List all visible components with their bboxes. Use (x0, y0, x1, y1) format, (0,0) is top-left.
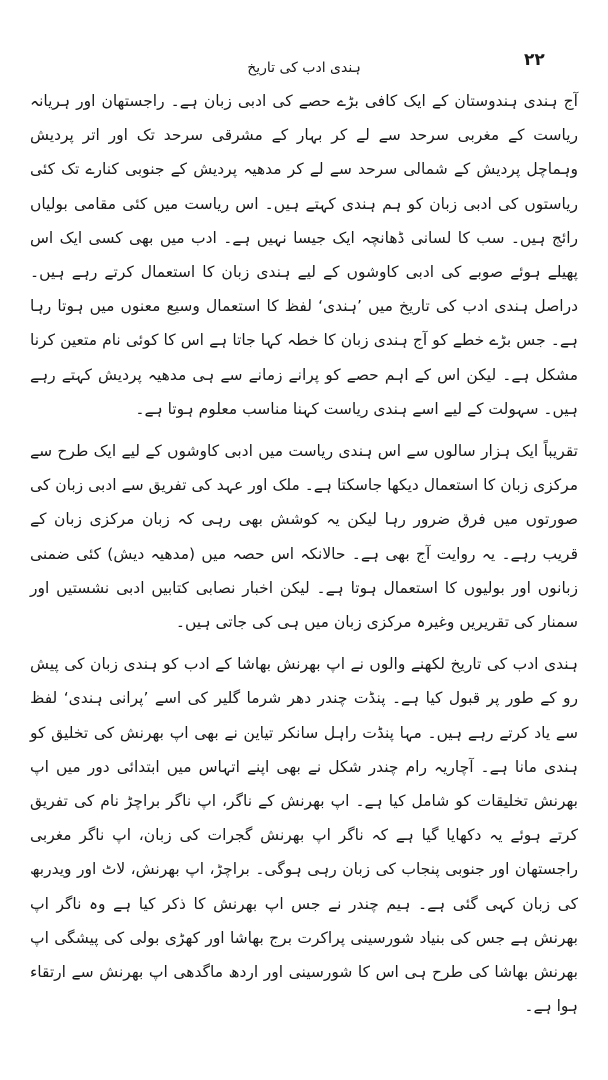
paragraph: تقریباً ایک ہزار سالوں سے اس ہندی ریاست میں ادبی کاوشوں کے لیے ایک طرح سے مرکزی زبان کا استعمال دیکھا جاسکتا ہے۔ ملک اور عہد کی تفریق سے ادبی زبان کی صورتوں میں فرق ضرور رہا لیکن یہ کوشش بھی رہی کہ زبان مرکزی زبان کے قریب رہے۔ یہ روایت آج بھی ہے۔ حالانکہ اس حصہ میں (مدھیہ دیش) کئی ضمنی زبانوں اور بولیوں کا استعمال ہوتا ہے۔ لیکن اخبار نصابی کتابیں ادبی نشستیں اور سمنار کی تقریریں وغیرہ مرکزی زبان میں ہی کی جاتی ہیں۔ (30, 442, 578, 632)
paragraph: آج ہندی ہندوستان کے ایک کافی بڑے حصے کی ادبی زبان ہے۔ راجستھان اور ہریانہ ریاست کے مغربی سرحد سے لے کر بہار کے مشرقی سرحد تک اور اتر پردیش وہماچل پردیش کے شمالی سرحد سے لے کر مدھیہ پردیش کے جنوبی کنارے تک کئی ریاستوں کی ادبی زبان کو ہم ہندی کہتے ہیں۔ اس ریاست میں کئی مقامی بولیاں رائج ہیں۔ سب کا لسانی ڈھانچہ ایک جیسا نہیں ہے۔ ادب میں بھی کسی ایک اس پھیلے ہوئے صوبے کی ادبی کاوشوں کے لیے ہندی زبان کا استعمال کرتے رہے ہیں۔ دراصل ہندی ادب کی تاریخ میں ’ہندی‘ لفظ کا استعمال وسیع معنوں میں ہوتا رہا ہے۔ جس بڑے خطے کو آج ہندی زبان کا خطہ کہا جاتا ہے اس کا کوئی نام متعین کرنا مشکل ہے۔ لیکن اس کے اہم حصے کو پرانے زمانے سے ہی مدھیہ پردیش کہتے رہے ہیں۔ سہولت کے لیے اسے ہندی ریاست کہنا مناسب معلوم ہوتا ہے۔ (30, 92, 578, 418)
body-text (30, 84, 578, 1023)
paragraph: ہندی ادب کی تاریخ لکھنے والوں نے اپ بھرنش بھاشا کے ادب کو ہندی زبان کی پیش رو کے طور پر قبول کیا ہے۔ پنڈت چندر دھر شرما گلیر کی اسے ’پرانی ہندی‘ لفظ سے یاد کرتے رہے ہیں۔ مہا پنڈت راہل سانکر تیاین نے بھی اپ بھرنش کی تخلیق کو ہندی مانا ہے۔ آچاریہ رام چندر شکل نے بھی اپنے اتہاس میں ابتدائی دور میں اپ بھرنش تخلیقات کو شامل کیا ہے۔ اپ بھرنش کے ناگر، اپ ناگر براچڑ نام کی تفریق کرتے ہوئے یہ دکھایا گیا ہے کہ ناگر اپ بھرنش گجرات کی زبان، اپ ناگر مغربی راجستھان اور جنوبی پنجاب کی زبان رہی ہوگی۔ براچڑ، اپ بھرنش، لاٹ اور ویدربھ کی زبان کہی گئی ہے۔ ہیم چندر نے جس اپ بھرنش کا ذکر کیا ہے وہ ناگر اپ بھرنش ہے جس کی بنیاد شورسینی پراکرت برج بھاشا اور کھڑی بولی کی پیشگی اپ بھرنش بھاشا کی طرح ہی اس کا شورسینی اور اردھ ماگدھی اپ بھرنش سے ارتقاء ہوا ہے۔ (30, 655, 578, 1016)
running-title: ہندی ادب کی تاریخ (247, 60, 361, 76)
page-number: ۲۲ (524, 50, 545, 70)
